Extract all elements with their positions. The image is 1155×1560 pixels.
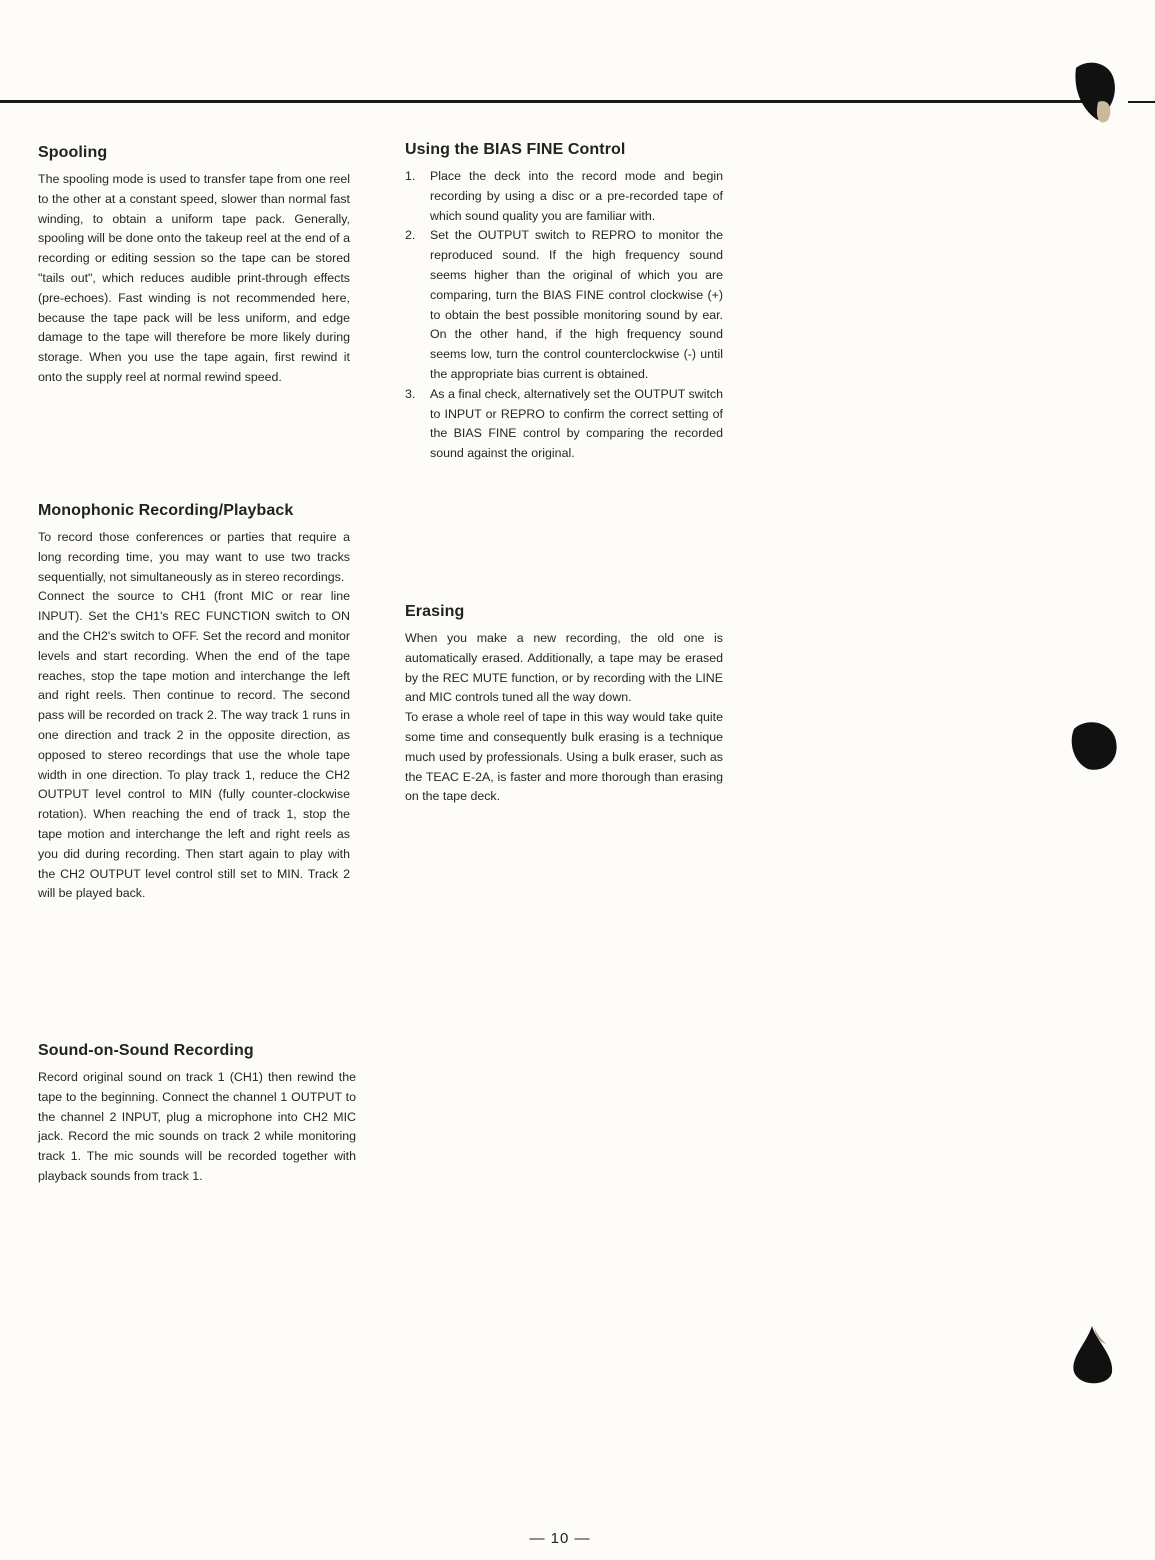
bias-heading: Using the BIAS FINE Control: [405, 141, 626, 158]
erasing-heading: Erasing: [405, 603, 465, 620]
bias-step: [405, 167, 723, 226]
bias-section: [405, 139, 723, 464]
step-number: 2.: [405, 228, 416, 243]
sos-body: Record original sound on track 1 (CH1) then rewind the tape to the beginning. Connect the channel 1 OUTPUT to the channel 2 INPUT, plug a microphone into CH2 MIC jack. Record the mic sounds on track 2 while monitoring track 1. The mic sounds will be recorded together with playback sounds from track 1.: [38, 1070, 356, 1183]
punch-hole-bottom: [1066, 1320, 1122, 1392]
bias-steps: [405, 167, 723, 464]
top-rule-tail: [1128, 101, 1155, 103]
bias-step: [405, 226, 723, 384]
erasing-body-2: To erase a whole reel of tape in this way would take quite some time and consequently bulk erasing is a technique much used by professionals. Using a bulk eraser, such as the TEAC E-2A, is faster and more thorough than erasing on the tape deck.: [405, 710, 723, 804]
step-text: Set the OUTPUT switch to REPRO to monitor the reproduced sound. If the high frequency sound seems higher than the original of which you are comparing, turn the BIAS FINE control clockwise (+) to obtain the best possible monitoring sound by ear. On the other hand, if the high frequency sound seems low, turn the control counterclockwise (-) until the appropriate bias current is obtained.: [430, 228, 723, 381]
spooling-body: The spooling mode is used to transfer tape from one reel to the other at a constant speed, slower than normal fast winding, to obtain a uniform tape pack. Generally, spooling will be done onto the takeup reel at the end of a recording or editing session so the tape can be stored "tails out", which reduces audible print-through effects (pre-echoes). Fast winding is not recommended here, because the tape pack will be less uniform, and edge damage to the tape will therefore be more likely during storage. When you use the tape again, first rewind it onto the supply reel at normal rewind speed.: [38, 172, 350, 384]
mono-body-2: Connect the source to CH1 (front MIC or rear line INPUT). Set the CH1's REC FUNCTION switch to ON and the CH2's switch to OFF. Set the record and monitor levels and start recording. When the end of the tape reaches, stop the tape motion and interchange the left and right reels. Then continue to record. The second pass will be recorded on track 2. The way track 1 runs in one direction and track 2 in the opposite direction, as opposed to stereo recordings that use the whole tape width in one direction. To play track 1, reduce the CH2 OUTPUT level control to MIN (fully counter-clockwise rotation). When reaching the end of track 1, stop the tape motion and interchange the left and right reels as you did during recording. Then start again to play with the CH2 OUTPUT level control still set to MIN. Track 2 will be played back.: [38, 589, 350, 901]
step-text: As a final check, alternatively set the OUTPUT switch to INPUT or REPRO to confirm the correct setting of the BIAS FINE control by comparing the recorded sound against the original.: [430, 386, 723, 461]
erasing-section: [405, 601, 723, 807]
sos-section: [38, 1040, 356, 1187]
step-number: 3.: [405, 386, 416, 401]
erasing-body-1: When you make a new recording, the old one is automatically erased. Additionally, a tape may be erased by the REC MUTE function, or by recording with the LINE and MIC controls tuned all the way down.: [405, 631, 723, 705]
spooling-heading: Spooling: [38, 144, 108, 161]
mono-heading: Monophonic Recording/Playback: [38, 502, 294, 519]
top-rule: [0, 100, 1100, 103]
step-number: 1.: [405, 169, 416, 183]
punch-hole-top: [1068, 58, 1128, 130]
bias-step: [405, 385, 723, 464]
mono-section: [38, 500, 350, 904]
step-text: Place the deck into the record mode and begin recording by using a disc or a pre-recorded tape of which sound quality you are familiar with.: [430, 169, 723, 223]
sos-heading: Sound-on-Sound Recording: [38, 1042, 254, 1059]
punch-hole-middle: [1068, 715, 1124, 775]
spooling-section: [38, 142, 350, 388]
page-number: — 10 —: [529, 1530, 591, 1547]
mono-body-1: To record those conferences or parties that require a long recording time, you may want to use two tracks sequentially, not simultaneously as in stereo recordings.: [38, 530, 350, 584]
